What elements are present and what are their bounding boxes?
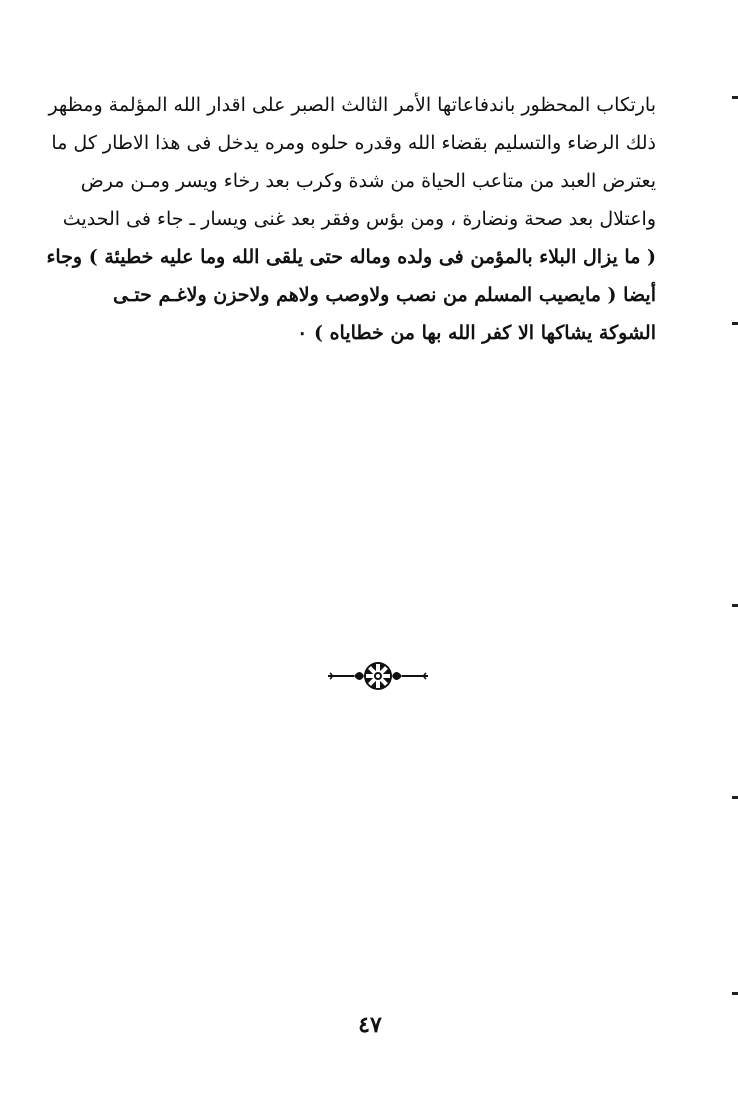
text-line-2: ذلك الرضاء والتسليم بقضاء الله وقدره حلوه ومره يدخل فى هذا الاطار كل ما <box>51 132 656 154</box>
edge-mark <box>732 96 738 99</box>
floral-ornament-icon <box>326 656 430 696</box>
edge-mark <box>732 796 738 799</box>
edge-mark <box>732 992 738 995</box>
text-line-6-hadith: أيضا ( مايصيب المسلم من نصب ولاوصب ولاهم ولاحزن ولاغـم حتـى <box>113 284 656 306</box>
text-line-5-hadith: ( ما يزال البلاء بالمؤمن فى ولده وماله حتى يلقى الله وما عليه خطيئة ) وجاء <box>46 246 656 268</box>
text-line-1: بارتكاب المحظور باندفاعاتها الأمر الثالث الصبر على اقدار الله المؤلمة ومظهر <box>48 94 656 116</box>
text-line-7-hadith: الشوكة يشاكها الا كفر الله بها من خطاياه ) ٠ <box>297 322 656 344</box>
text-line-4: واعتلال بعد صحة ونضارة ، ومن بؤس وفقر بعد غنى ويسار ـ جاء فى الحديث <box>62 208 656 230</box>
text-line-3: يعترض العبد من متاعب الحياة من شدة وكرب بعد رخاء ويسر ومـن مرض <box>80 170 656 192</box>
body-text <box>46 86 656 352</box>
edge-mark <box>732 322 738 325</box>
edge-mark <box>732 604 738 607</box>
page-number: ٤٧ <box>358 1012 382 1038</box>
